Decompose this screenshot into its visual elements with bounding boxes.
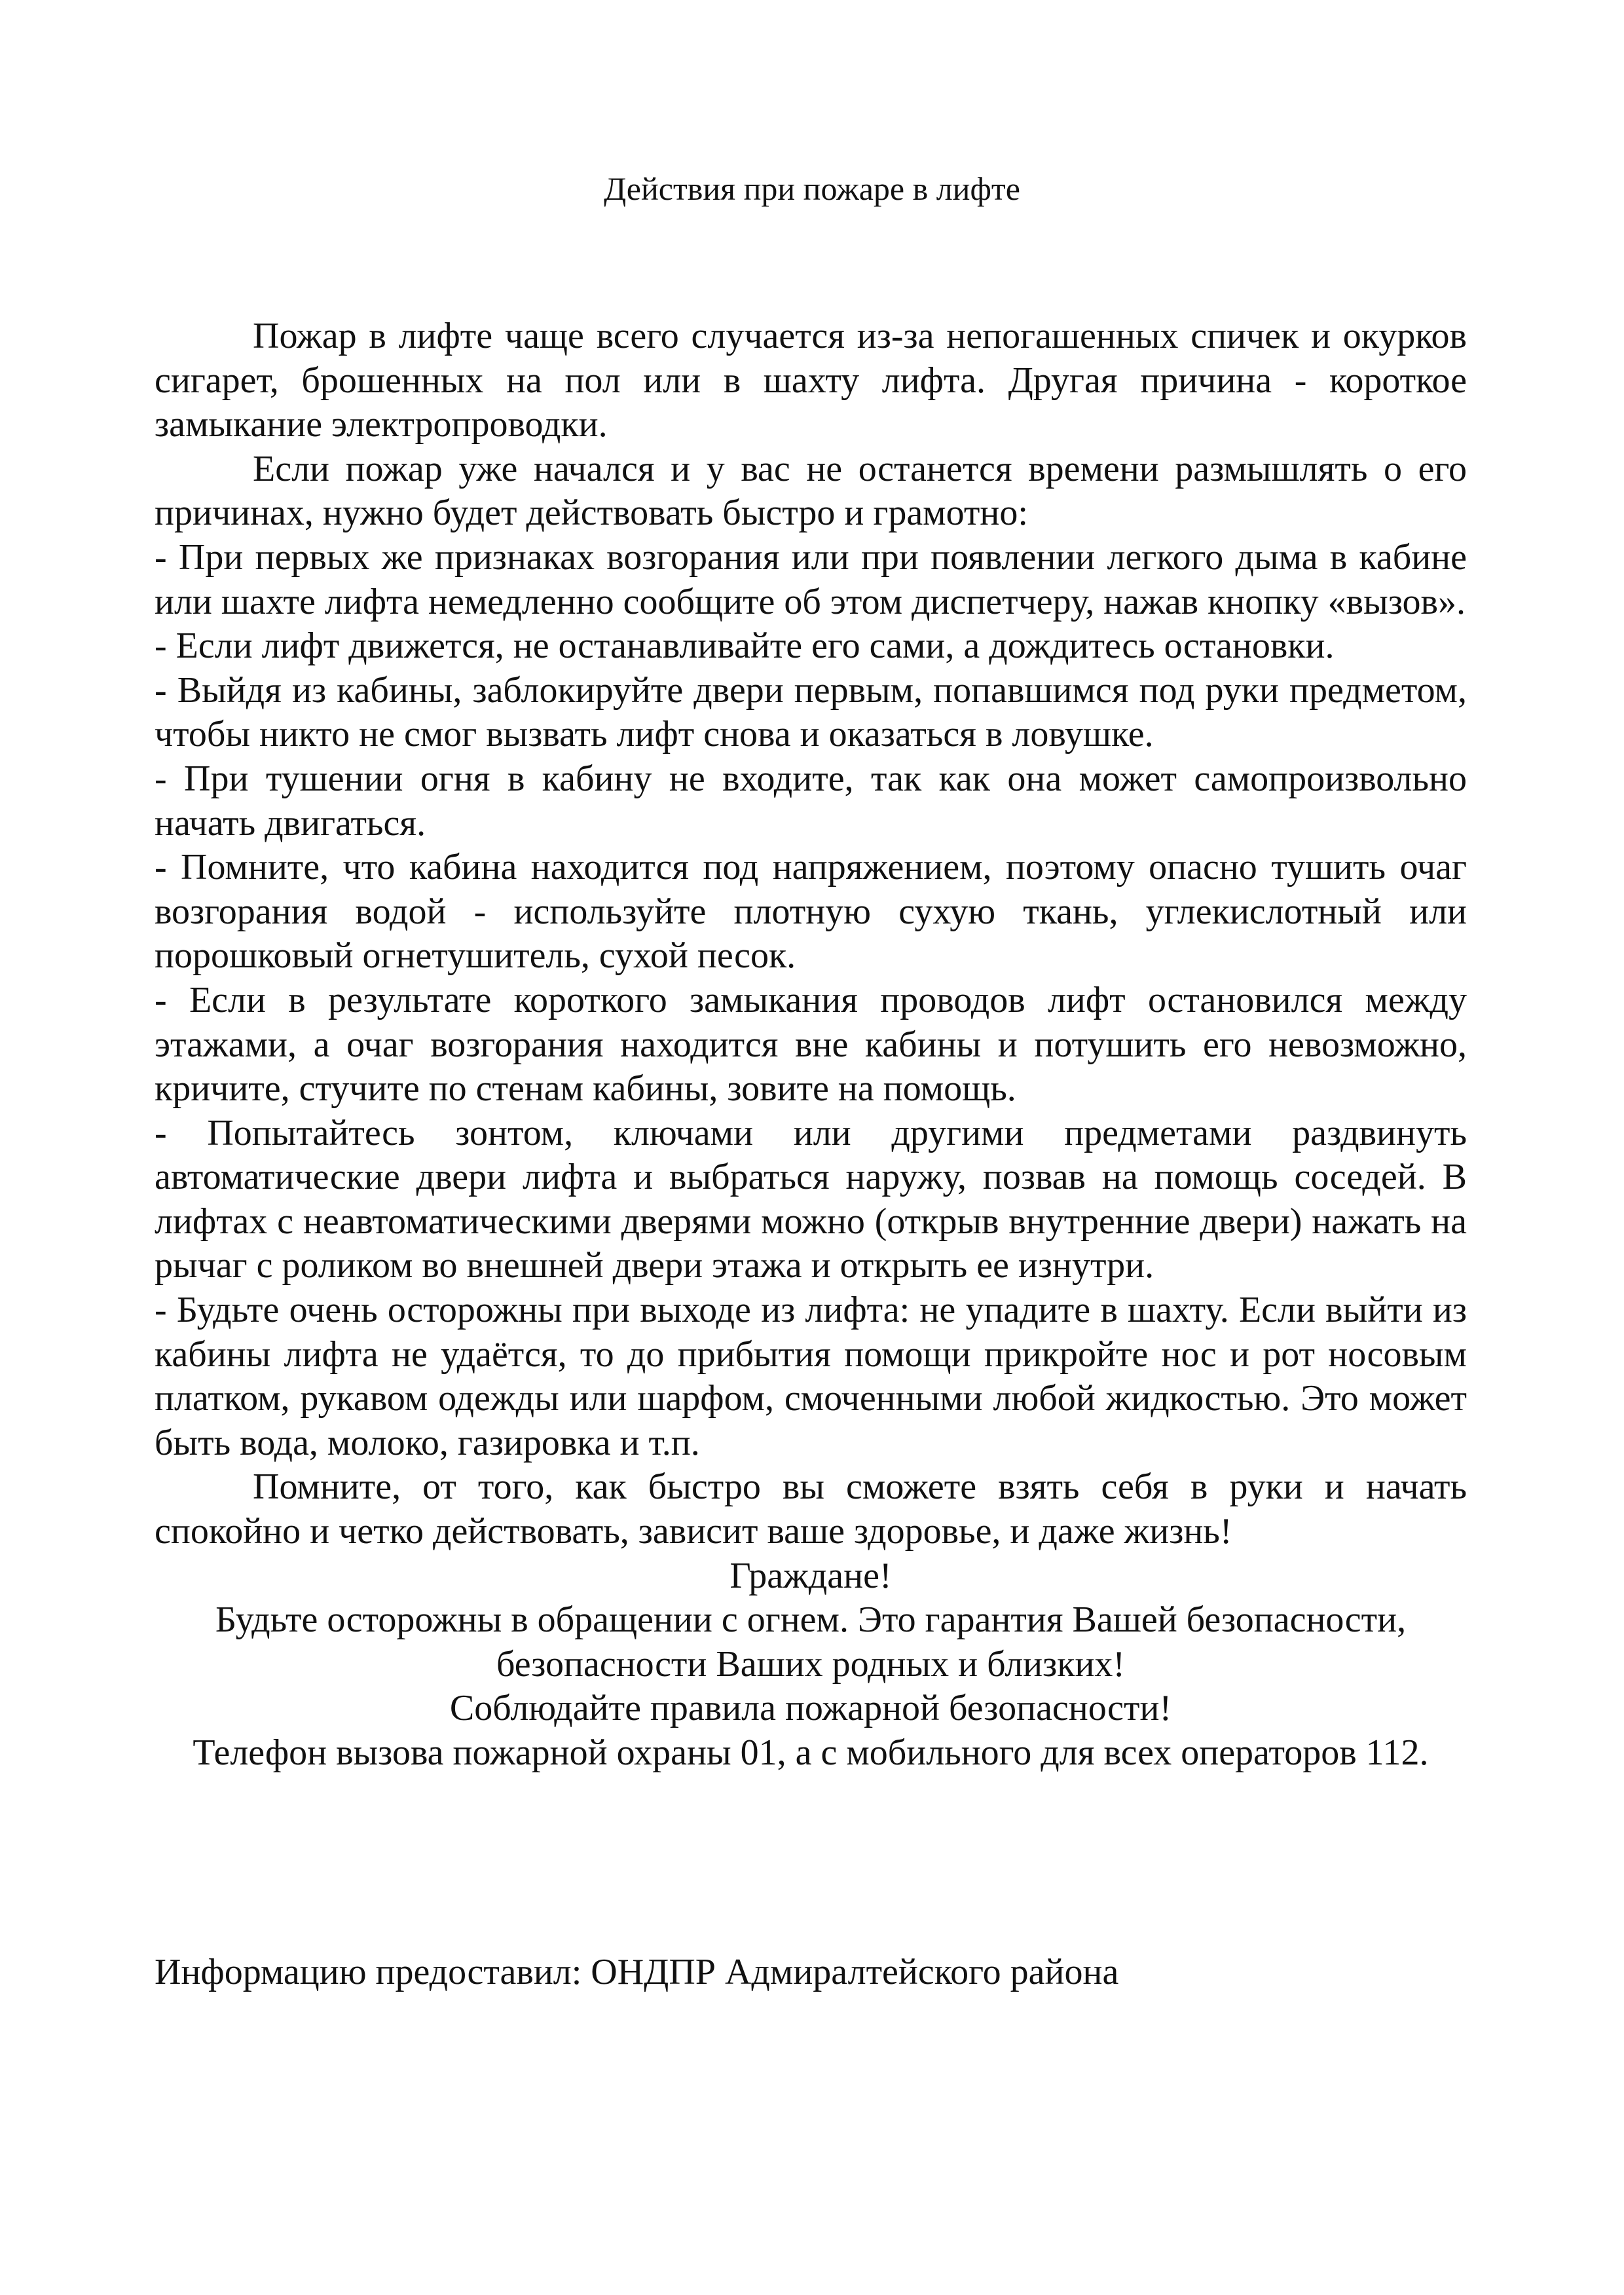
list-item-block-doors: - Выйдя из кабины, заблокируйте двери первым, попавшимся под руки предметом, чтобы никто не смог вызвать лифт снова и оказаться в ловушке. — [155, 669, 1467, 755]
appeal-line-rules: Соблюдайте правила пожарной безопасности! — [449, 1688, 1172, 1729]
list-item-voltage-warning: - Помните, что кабина находится под напряжением, поэтому опасно тушить очаг возгорания водой - используйте плотную сухую ткань, углекислотный или порошковый огнетушитель, сухой песок. — [155, 847, 1467, 977]
list-item-do-not-stop: - Если лифт движется, не останавливайте его сами, а дождитесь остановки. — [155, 625, 1335, 667]
document-title: Действия при пожаре в лифте — [604, 170, 1020, 207]
list-item-call-for-help: - Если в результате короткого замыкания проводов лифт остановился между этажами, а очаг возгорания находится вне кабины и потушить его невозможно, кричите, стучите по стенам кабины, зовите на помощь. — [155, 979, 1467, 1110]
appeal-line-phone: Телефон вызова пожарной охраны 01, а с мобильного для всех операторов 112. — [193, 1732, 1429, 1773]
list-item-do-not-enter: - При тушении огня в кабину не входите, так как она может самопроизвольно начать двигаться. — [155, 758, 1467, 844]
appeal-heading: Граждане! — [729, 1555, 892, 1596]
appeal-line-careful: Будьте осторожны в обращении с огнем. Это гарантия Вашей безопасности, — [215, 1599, 1407, 1641]
list-item-careful-exit: - Будьте очень осторожны при выходе из лифта: не упадите в шахту. Если выйти из кабины лифта не удаётся, то до прибытия помощи прикройте нос и рот носовым платком, рукавом одежды или шарфом, смоченными любой жидкостью. Это может быть вода, молоко, газировка и т.п. — [155, 1290, 1467, 1463]
paragraph-act-quickly: Если пожар уже начался и у вас не останется времени размышлять о его причинах, нужно будет действовать быстро и грамотно: — [155, 448, 1467, 534]
paragraph-keep-calm: Помните, от того, как быстро вы сможете взять себя в руки и начать спокойно и четко действовать, зависит ваше здоровье, и даже жизнь! — [155, 1466, 1467, 1552]
appeal-line-relatives: безопасности Ваших родных и близких! — [496, 1643, 1126, 1685]
document-body — [155, 314, 1467, 1776]
list-item-open-doors: - Попытайтесь зонтом, ключами или другими предметами раздвинуть автоматические двери лифта и выбраться наружу, позвав на помощь соседей. В лифтах с неавтоматическими дверями можно (открыв внутренние двери) нажать на рычаг с роликом во внешней двери этажа и открыть ее изнутри. — [155, 1112, 1467, 1286]
document-footer-source: Информацию предоставил: ОНДПР Адмиралтейского района — [155, 1952, 1119, 1992]
paragraph-fire-causes: Пожар в лифте чаще всего случается из-за непогашенных спичек и окурков сигарет, брошенных на пол или в шахту лифта. Другая причина - короткое замыкание электропроводки. — [155, 316, 1467, 445]
list-item-notify-dispatcher: - При первых же признаках возгорания или при появлении легкого дыма в кабине или шахте лифта немедленно сообщите об этом диспетчеру, нажав кнопку «вызов». — [155, 536, 1467, 622]
